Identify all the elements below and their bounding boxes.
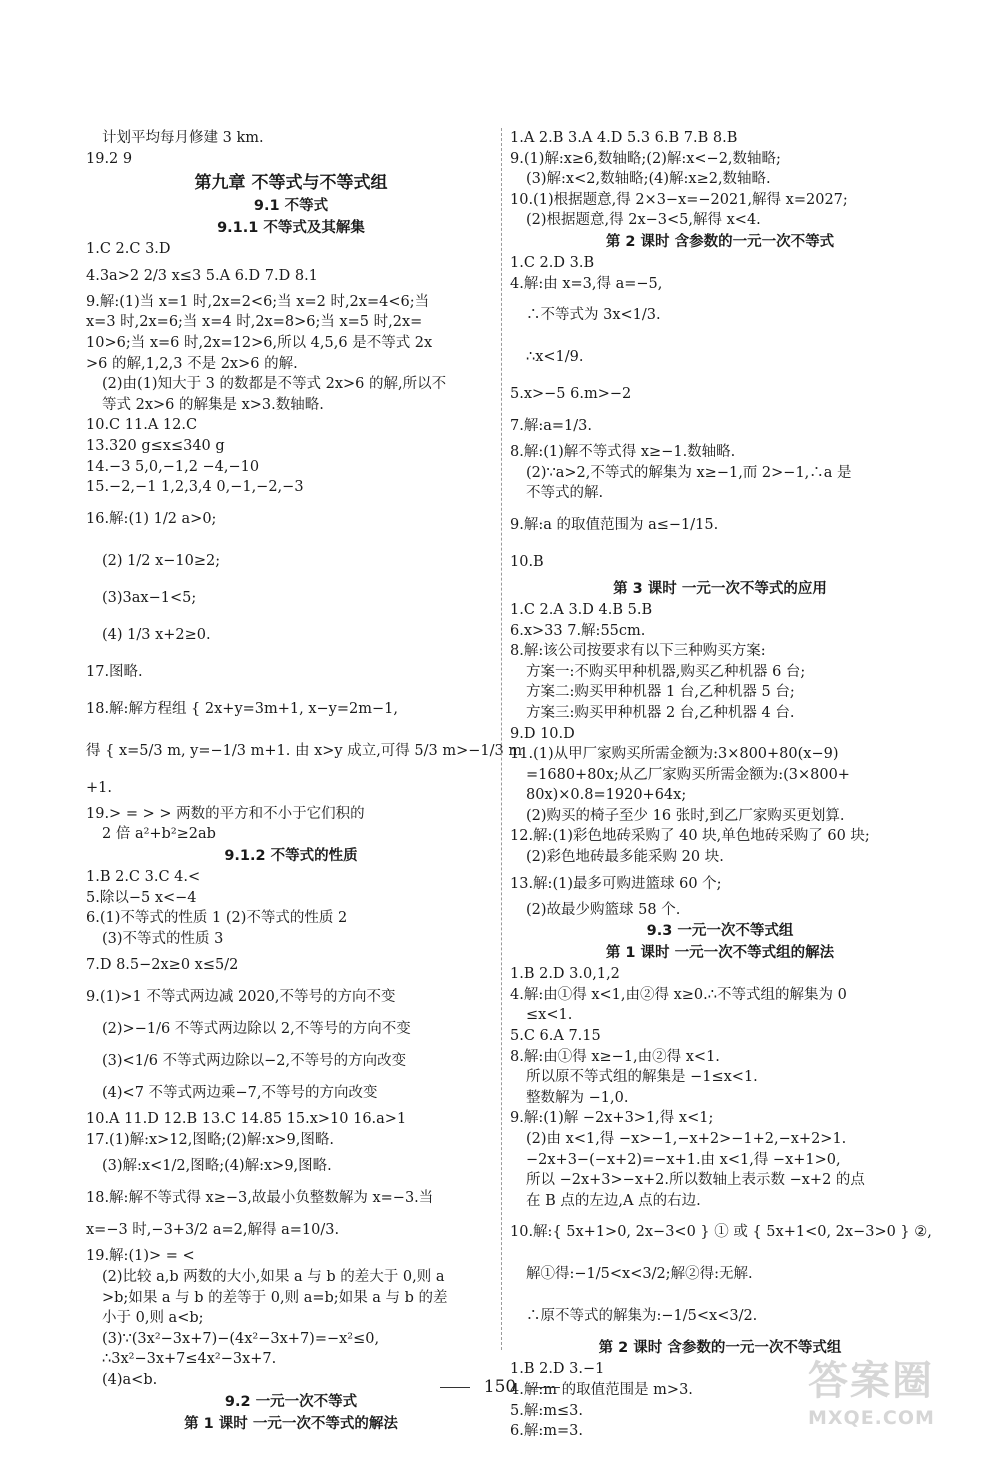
right-line: 第 2 课时 含参数的一元一次不等式 — [605, 233, 835, 250]
left-line: 19.> = > > 两数的平方和不小于它们积的 — [86, 805, 365, 822]
right-line: (3)解:x<2,数轴略;(4)解:x≥2,数轴略. — [526, 171, 771, 188]
left-line: 第 1 课时 一元一次不等式的解法 — [184, 1415, 398, 1432]
left-line: 9.1.1 不等式及其解集 — [217, 220, 365, 237]
left-line: >b;如果 a 与 b 的差等于 0,则 a=b;如果 a 与 b 的差 — [102, 1289, 448, 1306]
left-line: 等式 2x>6 的解集是 x>3.数轴略. — [102, 396, 324, 413]
left-line: 9.(1)>1 不等式两边减 2020,不等号的方向不变 — [86, 989, 396, 1006]
right-line: 6.x>33 7.解:55cm. — [510, 622, 646, 639]
right-line: 6.解:m=3. — [510, 1423, 583, 1440]
left-line: 10.A 11.D 12.B 13.C 14.85 15.x>10 16.a>1 — [86, 1111, 407, 1128]
right-line: 11.(1)从甲厂家购买所需金额为:3×800+80(x−9) — [510, 746, 839, 763]
left-line: 17.图略. — [86, 663, 143, 680]
left-line: 14.−3 5,0,−1,2 −4,−10 — [86, 458, 260, 475]
left-line: (3)3ax−1<5; — [102, 589, 197, 606]
right-line: 10.解:{ 5x+1>0, 2x−3<0 } ① 或 { 5x+1<0, 2x−3>0 } ②, — [510, 1224, 932, 1241]
right-line: 10.B — [510, 553, 544, 570]
left-line: (2) 1/2 x−10≥2; — [102, 552, 221, 569]
page-number-text: 150 — [483, 1377, 517, 1397]
right-line: 80x)×0.8=1920+64x; — [526, 787, 687, 804]
right-line: 1.C 2.A 3.D 4.B 5.B — [510, 601, 653, 618]
right-line: 9.D 10.D — [510, 725, 575, 742]
left-line: 9.2 一元一次不等式 — [224, 1393, 358, 1410]
left-line: 1.C 2.C 3.D — [86, 241, 171, 258]
right-line: 整数解为 −1,0. — [526, 1089, 629, 1106]
right-line: 9.解:(1)解 −2x+3>1,得 x<1; — [510, 1110, 714, 1127]
left-line: 7.D 8.5−2x≥0 x≤5/2 — [86, 957, 239, 974]
right-line: 7.解:a=1/3. — [510, 418, 592, 435]
left-line: (3)∵(3x²−3x+7)−(4x²−3x+7)=−x²≤0, — [102, 1330, 380, 1347]
left-line: 13.320 g≤x≤340 g — [86, 437, 225, 454]
left-line: 4.3a>2 2/3 x≤3 5.A 6.D 7.D 8.1 — [86, 267, 318, 284]
left-line: (3)解:x<1/2,图略;(4)解:x>9,图略. — [102, 1158, 332, 1175]
right-line: 9.3 一元一次不等式组 — [646, 923, 794, 940]
right-line: ≤x<1. — [526, 1007, 573, 1024]
right-line: (2)彩色地砖最多能采购 20 块. — [526, 849, 724, 866]
right-line: −2x+3−(−x+2)=−x+1.由 x<1,得 −x+1>0, — [526, 1151, 841, 1168]
right-line: (2)故最少购篮球 58 个. — [526, 901, 681, 918]
right-line: ∴原不等式的解集为:−1/5<x<3/2. — [526, 1308, 758, 1325]
right-line: 方案二:购买甲种机器 1 台,乙种机器 5 台; — [526, 684, 795, 701]
right-line: 在 B 点的左边,A 点的右边. — [526, 1192, 701, 1209]
column-divider — [501, 128, 502, 1350]
left-line: 18.解:解方程组 { 2x+y=3m+1, x−y=2m−1, — [86, 700, 398, 717]
left-line: 19.解:(1)> = < — [86, 1248, 195, 1265]
left-line: 18.解:解不等式得 x≥−3,故最小负整数解为 x=−3.当 — [86, 1190, 434, 1207]
left-line: ∴3x²−3x+7≤4x²−3x+7. — [102, 1351, 277, 1368]
watermark-main: 答案圈 — [808, 1358, 934, 1404]
right-line: 1.C 2.D 3.B — [510, 254, 595, 271]
right-line: 1.B 2.D 3.0,1,2 — [510, 966, 620, 983]
right-line: 所以 −2x+3>−x+2.所以数轴上表示数 −x+2 的点 — [526, 1172, 865, 1189]
right-line: (2)购买的椅子至少 16 张时,到乙厂家购买更划算. — [526, 807, 845, 824]
left-line: (4)a<b. — [102, 1372, 158, 1389]
left-line: 16.解:(1) 1/2 a>0; — [86, 510, 217, 527]
left-line: (4)<7 不等式两边乘−7,不等号的方向改变 — [102, 1085, 378, 1102]
left-line: 6.(1)不等式的性质 1 (2)不等式的性质 2 — [86, 910, 348, 927]
right-line: 1.A 2.B 3.A 4.D 5.3 6.B 7.B 8.B — [510, 130, 738, 146]
left-line: (4) 1/3 x+2≥0. — [102, 626, 211, 643]
left-line: 9.1.2 不等式的性质 — [224, 847, 358, 864]
left-line: (2)比较 a,b 两数的大小,如果 a 与 b 的差大于 0,则 a — [102, 1269, 445, 1286]
left-line: 19.2 9 — [86, 150, 133, 167]
right-line: 第 2 课时 含参数的一元一次不等式组 — [598, 1340, 842, 1357]
left-line: 1.B 2.C 3.C 4.< — [86, 868, 201, 885]
right-line: 12.解:(1)彩色地砖采购了 40 块,单色地砖采购了 60 块; — [510, 828, 870, 845]
right-line: 9.(1)解:x≥6,数轴略;(2)解:x<−2,数轴略; — [510, 150, 781, 167]
left-line: (2)>−1/6 不等式两边除以 2,不等号的方向不变 — [102, 1021, 411, 1038]
right-column — [510, 128, 930, 1442]
right-line: 9.解:a 的取值范围为 a≤−1/15. — [510, 516, 719, 533]
left-line: 9.1 不等式 — [253, 198, 329, 215]
left-line: 计划平均每月修建 3 km. — [102, 130, 264, 146]
right-line: (2)∵a>2,不等式的解集为 x≥−1,而 2>−1,∴a 是 — [526, 464, 852, 481]
right-line: 13.解:(1)最多可购进篮球 60 个; — [510, 875, 722, 892]
right-line: 1.B 2.D 3.−1 — [510, 1361, 605, 1378]
right-line: 4.解:由 x=3,得 a=−5, — [510, 275, 663, 292]
right-line: 10.(1)根据题意,得 2×3−x=−2021,解得 x=2027; — [510, 191, 848, 208]
right-line: 第 1 课时 一元一次不等式组的解法 — [605, 945, 835, 962]
right-line: 方案三:购买甲种机器 2 台,乙种机器 4 台. — [526, 704, 795, 721]
right-line: 方案一:不购买甲种机器,购买乙种机器 6 台; — [526, 663, 806, 680]
left-line: 15.−2,−1 1,2,3,4 0,−1,−2,−3 — [86, 479, 304, 496]
left-line: (2)由(1)知大于 3 的数都是不等式 2x>6 的解,所以不 — [102, 376, 447, 393]
right-line: 5.C 6.A 7.15 — [510, 1028, 601, 1045]
right-line: 不等式的解. — [526, 485, 604, 502]
right-line: 所以原不等式组的解集是 −1≤x<1. — [526, 1069, 758, 1086]
left-line: 9.解:(1)当 x=1 时,2x=2<6;当 x=2 时,2x=4<6;当 — [86, 293, 430, 310]
left-line: 10.C 11.A 12.C — [86, 417, 198, 434]
left-line: (3)不等式的性质 3 — [102, 930, 224, 947]
left-line: x=3 时,2x=6;当 x=4 时,2x=8>6;当 x=5 时,2x= — [86, 314, 423, 331]
right-line: ∴x<1/9. — [526, 349, 584, 366]
right-line: 5.x>−5 6.m>−2 — [510, 386, 632, 403]
left-line: 2 倍 a²+b²≥2ab — [102, 826, 216, 843]
right-line: 4.解:由①得 x<1,由②得 x≥0.∴不等式组的解集为 0 — [510, 986, 847, 1003]
left-line: 第九章 不等式与不等式组 — [194, 173, 388, 194]
left-line: 5.除以−5 x<−4 — [86, 889, 197, 906]
right-line: 8.解:该公司按要求有以下三种购买方案: — [510, 643, 766, 660]
left-line: 10>6;当 x=6 时,2x=12>6,所以 4,5,6 是不等式 2x — [86, 334, 433, 351]
right-line: (2)根据题意,得 2x−3<5,解得 x<4. — [526, 212, 761, 229]
right-line: 8.解:由①得 x≥−1,由②得 x<1. — [510, 1048, 720, 1065]
right-line: 8.解:(1)解不等式得 x≥−1.数轴略. — [510, 444, 736, 461]
left-line: 小于 0,则 a<b; — [102, 1310, 204, 1327]
left-line: (3)<1/6 不等式两边除以−2,不等号的方向改变 — [102, 1053, 407, 1070]
right-line: (2)由 x<1,得 −x>−1,−x+2>−1+2,−x+2>1. — [526, 1131, 847, 1147]
right-line: 解①得:−1/5<x<3/2;解②得:无解. — [526, 1266, 753, 1283]
right-line: 5.解:m≤3. — [510, 1402, 583, 1419]
watermark-sub: MXQE.COM — [808, 1407, 935, 1429]
left-line: +1. — [86, 779, 112, 796]
right-line: =1680+80x;从乙厂家购买所需金额为:(3×800+ — [526, 766, 850, 783]
right-line: 4.解:m 的取值范围是 m>3. — [510, 1381, 693, 1398]
left-line: 17.(1)解:x>12,图略;(2)解:x>9,图略. — [86, 1131, 334, 1148]
left-line: 得 { x=5/3 m, y=−1/3 m+1. 由 x>y 成立,可得 5/3 m>−1/3 m — [86, 742, 523, 759]
left-line: >6 的解,1,2,3 不是 2x>6 的解. — [86, 355, 298, 372]
right-line: ∴不等式为 3x<1/3. — [526, 307, 661, 324]
watermark-logo — [808, 1355, 978, 1455]
left-line: x=−3 时,−3+3/2 a=2,解得 a=10/3. — [86, 1222, 340, 1239]
right-line: 第 3 课时 一元一次不等式的应用 — [613, 580, 827, 597]
